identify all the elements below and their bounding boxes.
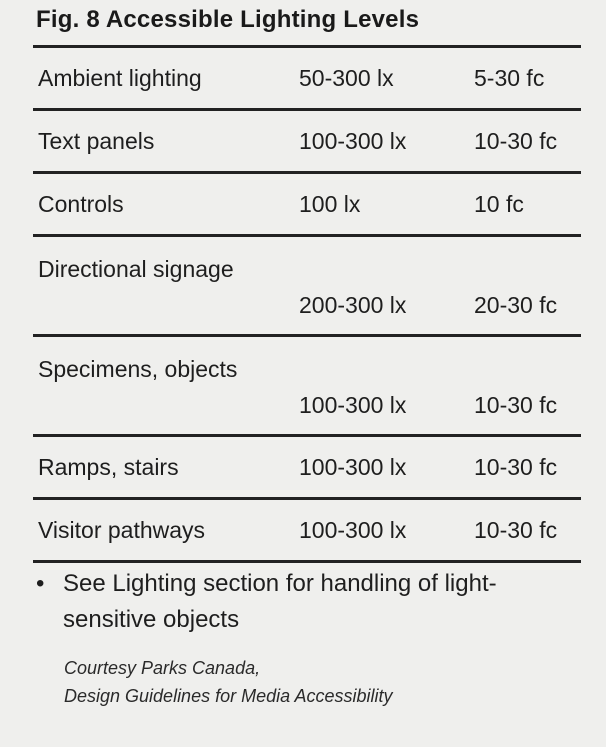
table-row [33,237,581,337]
table-row [33,500,581,563]
row-lux: 100-300 lx [299,392,407,418]
credit-line-1: Courtesy Parks Canada, [64,658,261,678]
row-footcandles: 5-30 fc [474,65,545,91]
row-label: Text panels [38,128,155,154]
row-footcandles: 10-30 fc [474,392,558,418]
row-footcandles: 10 fc [474,191,524,217]
row-lux: 100-300 lx [299,454,407,480]
row-footcandles: 20-30 fc [474,292,558,318]
row-lux: 200-300 lx [299,292,407,318]
row-lux: 50-300 lx [299,65,394,91]
credit-line-2: Design Guidelines for Media Accessibility [64,686,393,706]
figure-title: Fig. 8 Accessible Lighting Levels [36,6,420,33]
bullet-marker: • [36,570,45,597]
row-label: Ramps, stairs [38,454,179,480]
row-label: Specimens, objects [38,356,238,382]
row-label: Ambient lighting [38,65,202,91]
row-footcandles: 10-30 fc [474,517,558,543]
row-label: Controls [38,191,124,217]
row-footcandles: 10-30 fc [474,128,558,154]
bullet-note [36,566,556,638]
table-row [33,48,581,111]
lighting-levels-table [33,45,581,563]
table-row [33,174,581,237]
row-lux: 100-300 lx [299,517,407,543]
note-text: See Lighting section for handling of light-sensitive objects [63,570,497,633]
row-label: Directional signage [38,256,234,282]
credit-block [64,654,392,710]
table-row [33,337,581,437]
row-label: Visitor pathways [38,517,206,543]
table-row [33,111,581,174]
row-lux: 100-300 lx [299,128,407,154]
row-footcandles: 10-30 fc [474,454,558,480]
row-lux: 100 lx [299,191,361,217]
table-row [33,437,581,500]
